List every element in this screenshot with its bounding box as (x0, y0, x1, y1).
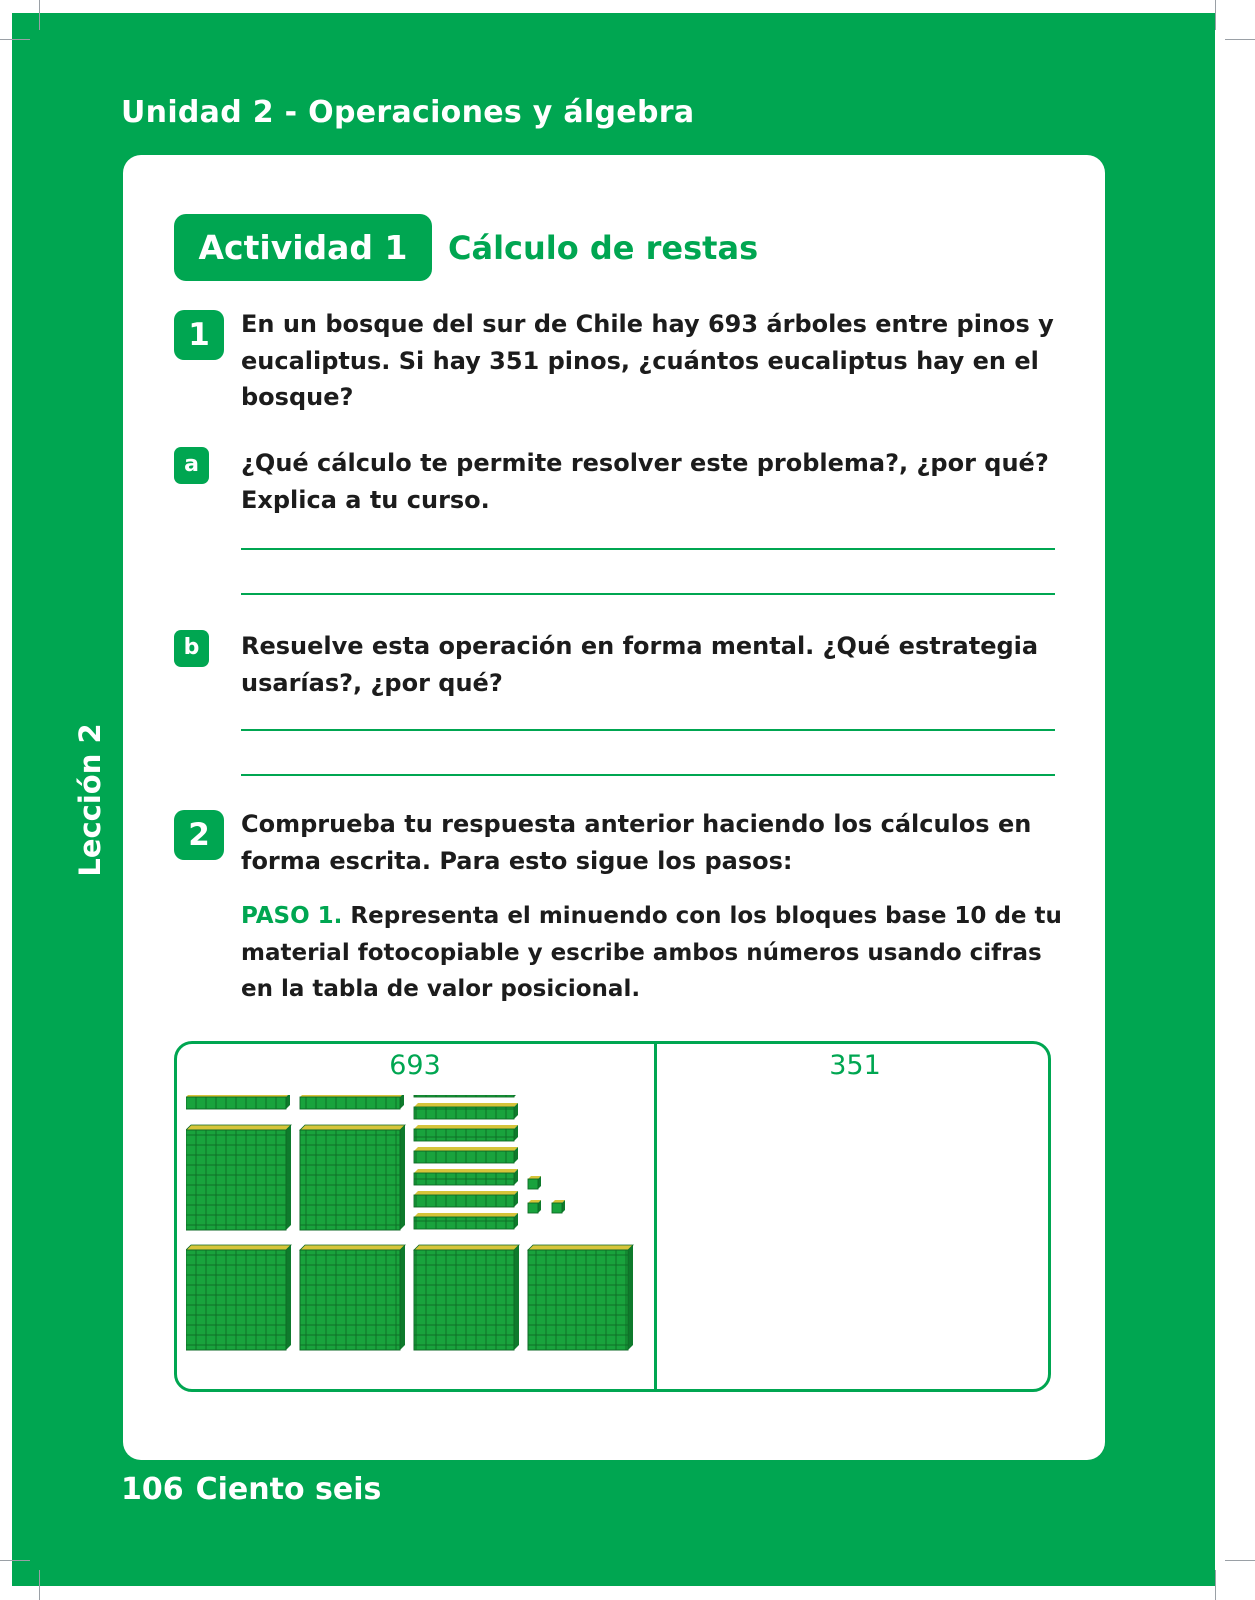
unit-title: Unidad 2 - Operaciones y álgebra (121, 95, 695, 130)
answer-line[interactable] (241, 729, 1055, 731)
question-2-number: 2 (174, 810, 224, 860)
answer-line[interactable] (241, 774, 1055, 776)
ten-rod-block (414, 1213, 518, 1229)
item-b-text: Resuelve esta operación en forma mental. ¿Qué estrategia usarías?, ¿por qué? (241, 632, 1039, 697)
crop-mark (1225, 39, 1255, 40)
table-divider (654, 1042, 657, 1391)
subtrahend-header[interactable]: 351 (829, 1050, 881, 1081)
answer-line[interactable] (241, 593, 1055, 595)
page-number: 106 (121, 1472, 184, 1507)
answer-line[interactable] (241, 548, 1055, 550)
hundred-flat-block (414, 1245, 519, 1350)
base-ten-blocks (186, 1095, 646, 1375)
activity-title: Cálculo de restas (448, 229, 759, 267)
page-footer (121, 1472, 393, 1507)
one-cube-block (528, 1176, 541, 1189)
ten-rod-block (186, 1095, 290, 1109)
crop-mark (1215, 1570, 1216, 1600)
hundred-flat-block (528, 1245, 633, 1350)
ten-rod-block (414, 1147, 518, 1163)
hundred-flat-block (186, 1245, 291, 1350)
crop-mark (0, 1560, 30, 1561)
item-a-text: ¿Qué cálculo te permite resolver este problema?, ¿por qué? Explica a tu curso. (241, 449, 1049, 514)
minuend-header: 693 (389, 1050, 441, 1081)
ten-rod-block (414, 1095, 518, 1097)
hundred-flat-block (300, 1245, 405, 1350)
ten-rod-block (414, 1169, 518, 1185)
item-a-letter: a (174, 447, 209, 484)
crop-mark (1215, 0, 1216, 30)
step-1-paragraph (241, 898, 1081, 1008)
hundred-flat-block (186, 1125, 291, 1230)
ten-rod-block (414, 1125, 518, 1141)
crop-mark (39, 1570, 40, 1600)
hundred-flat-block (300, 1125, 405, 1230)
ten-rod-block (414, 1191, 518, 1207)
item-b-letter: b (174, 630, 209, 667)
crop-mark (39, 0, 40, 30)
activity-badge: Actividad 1 (174, 214, 432, 281)
page-number-words: Ciento seis (195, 1472, 382, 1507)
ten-rod-block (300, 1095, 404, 1109)
one-cube-block (552, 1200, 565, 1213)
crop-mark (0, 39, 30, 40)
step-1-text: Representa el minuendo con los bloques base 10 de tu material fotocopiable y escribe ambos números usando cifras en la tabla de valor posicional. (241, 903, 1062, 1002)
lesson-side-tab: Lección 2 (73, 723, 107, 877)
one-cube-block (528, 1200, 541, 1213)
question-1-text: En un bosque del sur de Chile hay 693 árboles entre pinos y eucaliptus. Si hay 351 pinos, ¿cuántos eucaliptus hay en el bosque? (241, 310, 1054, 411)
step-1-label: PASO 1. (241, 903, 343, 929)
question-1-number: 1 (174, 310, 224, 360)
crop-mark (1225, 1560, 1255, 1561)
ten-rod-block (414, 1103, 518, 1119)
question-2-text: Comprueba tu respuesta anterior haciendo los cálculos en forma escrita. Para esto sigue los pasos: (241, 810, 1032, 875)
